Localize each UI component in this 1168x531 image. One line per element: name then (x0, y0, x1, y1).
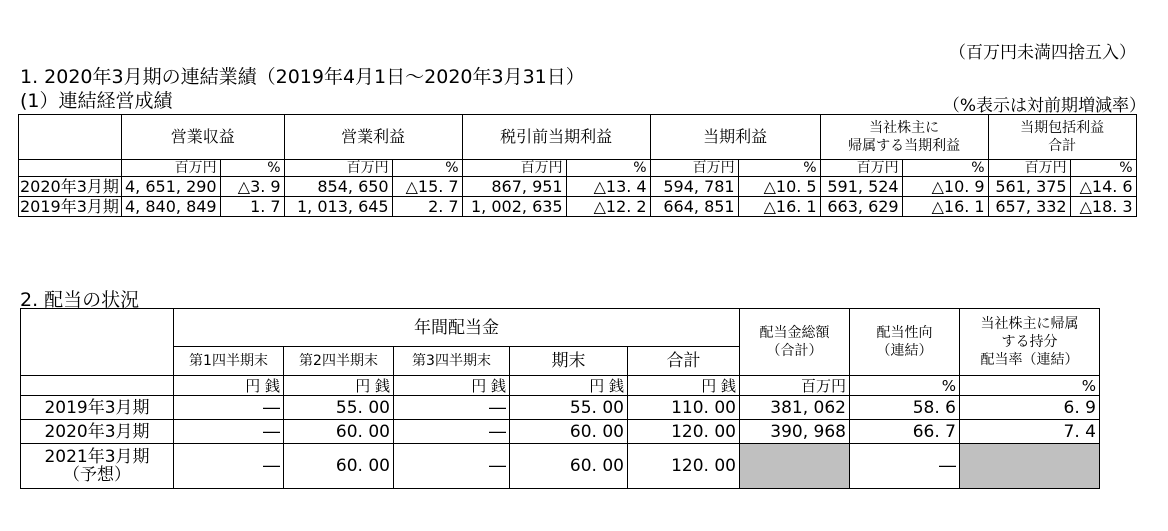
cell: 55. 00 (284, 396, 394, 420)
cell: 60. 00 (284, 420, 394, 444)
section1-title: 1. 2020年3月期の連結業績（2019年4月1日～2020年3月31日） (20, 66, 585, 88)
table-row-forecast (21, 444, 1100, 489)
cell: △14. 6 (1070, 177, 1136, 197)
cell: △3. 9 (220, 177, 284, 197)
forecast-label-l2: （予想） (63, 465, 131, 485)
unit-pct: % (738, 160, 820, 177)
header-total-dividends (740, 309, 850, 376)
table-row (19, 197, 1137, 217)
cell: 110. 00 (628, 396, 740, 420)
cell: 58. 6 (850, 396, 960, 420)
header-ratio-l2: する持分 (1001, 334, 1058, 350)
cell: 4, 651, 290 (122, 177, 221, 197)
header-total-l1: 配当金総額 (759, 325, 830, 341)
cell-shaded (740, 444, 850, 489)
section1-subtitle: (1）連結経営成績 (20, 90, 173, 112)
cell: ― (174, 420, 284, 444)
row-label: 2019年3月期 (21, 396, 174, 420)
consolidated-results-table (18, 114, 1137, 217)
header-pretax-income: 税引前当期利益 (462, 115, 650, 160)
table-row (21, 396, 1100, 420)
cell: 591, 524 (820, 177, 902, 197)
unit-pct: % (902, 160, 988, 177)
unit-yen: 円 銭 (394, 376, 510, 396)
cell: ― (394, 396, 510, 420)
cell: 120. 00 (628, 444, 740, 489)
row-label-forecast (21, 444, 174, 489)
cell: 1. 7 (220, 197, 284, 217)
header-payout-ratio (850, 309, 960, 376)
unit-amount: 百万円 (284, 160, 392, 177)
header-payout-l1: 配当性向 (876, 325, 933, 341)
cell: 6. 9 (960, 396, 1100, 420)
cell-shaded (960, 444, 1100, 489)
header-operating-income: 営業利益 (284, 115, 462, 160)
header-net-income: 当期利益 (650, 115, 820, 160)
unit-amount: 百万円 (820, 160, 902, 177)
row-label: 2020年3月期 (19, 177, 122, 197)
cell: 381, 062 (740, 396, 850, 420)
corner-cell (21, 309, 174, 376)
unit-million: 百万円 (740, 376, 850, 396)
dividends-table (20, 308, 1100, 489)
unit-pct: % (960, 376, 1100, 396)
cell: 664, 851 (650, 197, 738, 217)
cell: 854, 650 (284, 177, 392, 197)
cell: 60. 00 (510, 444, 628, 489)
unit-amount: 百万円 (988, 160, 1070, 177)
header-comprehensive-income (988, 115, 1136, 160)
cell: △18. 3 (1070, 197, 1136, 217)
cell: 60. 00 (284, 444, 394, 489)
cell: 663, 629 (820, 197, 902, 217)
unit-amount: 百万円 (650, 160, 738, 177)
cell: 4, 840, 849 (122, 197, 221, 217)
header-payout-l2: （連結） (876, 343, 933, 359)
header-year-end: 期末 (510, 347, 628, 376)
unit-yen: 円 銭 (284, 376, 394, 396)
cell: △16. 1 (902, 197, 988, 217)
header-ratio-l1: 当社株主に帰属 (980, 316, 1079, 332)
unit-yen: 円 銭 (628, 376, 740, 396)
unit-row-label (19, 160, 122, 177)
cell: △10. 9 (902, 177, 988, 197)
cell: △12. 2 (566, 197, 650, 217)
cell: △10. 5 (738, 177, 820, 197)
header-attributable-l2: 帰属する当期利益 (848, 138, 961, 154)
header-q3: 第3四半期末 (394, 347, 510, 376)
header-attributable-l1: 当社株主に (869, 120, 940, 136)
header-comprehensive-l1: 当期包括利益 (1020, 120, 1105, 136)
cell: 1, 002, 635 (462, 197, 566, 217)
cell: ― (394, 444, 510, 489)
cell: △16. 1 (738, 197, 820, 217)
header-comprehensive-l2: 合計 (1048, 138, 1077, 154)
unit-amount: 百万円 (462, 160, 566, 177)
unit-amount: 百万円 (122, 160, 221, 177)
unit-row-label (21, 376, 174, 396)
table-row (19, 177, 1137, 197)
header-q1: 第1四半期末 (174, 347, 284, 376)
table-row (21, 420, 1100, 444)
cell: △15. 7 (392, 177, 462, 197)
unit-yen: 円 銭 (510, 376, 628, 396)
cell: 390, 968 (740, 420, 850, 444)
percent-note: （%表示は対前期増減率） (942, 96, 1146, 116)
cell: 60. 00 (510, 420, 628, 444)
unit-pct: % (566, 160, 650, 177)
cell: 7. 4 (960, 420, 1100, 444)
header-operating-revenue: 営業収益 (122, 115, 285, 160)
unit-pct: % (220, 160, 284, 177)
cell: 1, 013, 645 (284, 197, 392, 217)
cell: 867, 951 (462, 177, 566, 197)
cell: 2. 7 (392, 197, 462, 217)
unit-yen: 円 銭 (174, 376, 284, 396)
forecast-label-l1: 2021年3月期 (44, 447, 150, 467)
cell: ― (174, 396, 284, 420)
cell: 657, 332 (988, 197, 1070, 217)
cell: 120. 00 (628, 420, 740, 444)
cell: ― (174, 444, 284, 489)
header-annual-dividend: 年間配当金 (174, 309, 740, 347)
unit-pct: % (850, 376, 960, 396)
row-label: 2019年3月期 (19, 197, 122, 217)
cell: △13. 4 (566, 177, 650, 197)
header-total-l2: （合計） (766, 343, 823, 359)
cell: 66. 7 (850, 420, 960, 444)
header-ratio-l3: 配当率（連結） (980, 352, 1079, 368)
header-attributable-income (820, 115, 988, 160)
header-total: 合計 (628, 347, 740, 376)
header-q2: 第2四半期末 (284, 347, 394, 376)
section2-title: 2. 配当の状況 (20, 289, 140, 311)
row-label: 2020年3月期 (21, 420, 174, 444)
cell: ― (394, 420, 510, 444)
cell: 55. 00 (510, 396, 628, 420)
unit-pct: % (1070, 160, 1136, 177)
unit-pct: % (392, 160, 462, 177)
cell: ― (850, 444, 960, 489)
cell: 594, 781 (650, 177, 738, 197)
unit-note: （百万円未満四捨五入） (949, 43, 1136, 63)
corner-cell (19, 115, 122, 160)
cell: 561, 375 (988, 177, 1070, 197)
header-equity-dividend-ratio (960, 309, 1100, 376)
